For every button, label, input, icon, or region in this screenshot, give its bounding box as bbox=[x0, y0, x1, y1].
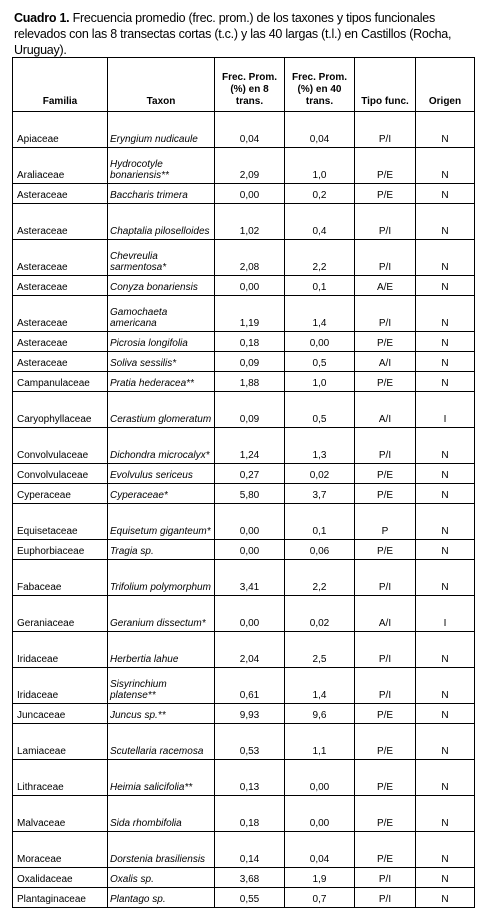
cell-tipo: P/E bbox=[355, 724, 416, 760]
table-row bbox=[13, 464, 475, 484]
cell-familia: Convolvulaceae bbox=[13, 428, 108, 464]
cell-frec40: 1,4 bbox=[285, 668, 355, 704]
cell-taxon: Oxalis sp. bbox=[108, 868, 215, 888]
cell-tipo: P/E bbox=[355, 148, 416, 184]
cell-familia: Caryophyllaceae bbox=[13, 392, 108, 428]
cell-frec8: 3,68 bbox=[215, 868, 285, 888]
cell-taxon: Baccharis trimera bbox=[108, 184, 215, 204]
cell-tipo: P/E bbox=[355, 332, 416, 352]
cell-tipo: P/I bbox=[355, 668, 416, 704]
cell-frec8: 0,00 bbox=[215, 540, 285, 560]
cell-frec40: 1,9 bbox=[285, 868, 355, 888]
cell-frec40: 1,4 bbox=[285, 296, 355, 332]
cell-familia: Iridaceae bbox=[13, 632, 108, 668]
cell-frec40: 3,7 bbox=[285, 484, 355, 504]
cell-frec8: 0,00 bbox=[215, 276, 285, 296]
cell-familia: Fabaceae bbox=[13, 560, 108, 596]
cell-tipo: P/I bbox=[355, 560, 416, 596]
table-row bbox=[13, 276, 475, 296]
table-row bbox=[13, 868, 475, 888]
cell-frec40: 0,1 bbox=[285, 276, 355, 296]
cell-tipo: P/I bbox=[355, 632, 416, 668]
cell-frec8: 0,09 bbox=[215, 392, 285, 428]
table-row bbox=[13, 112, 475, 148]
cell-frec40: 1,3 bbox=[285, 428, 355, 464]
cell-taxon: Herbertia lahue bbox=[108, 632, 215, 668]
table-row bbox=[13, 632, 475, 668]
cell-frec8: 0,27 bbox=[215, 464, 285, 484]
cell-tipo: P/E bbox=[355, 760, 416, 796]
cell-origen: N bbox=[416, 240, 475, 276]
cell-frec8: 0,00 bbox=[215, 596, 285, 632]
cell-frec8: 0,09 bbox=[215, 352, 285, 372]
cell-origen: N bbox=[416, 760, 475, 796]
cell-taxon: Geranium dissectum* bbox=[108, 596, 215, 632]
cell-frec8: 5,80 bbox=[215, 484, 285, 504]
cell-origen: N bbox=[416, 540, 475, 560]
table-row bbox=[13, 888, 475, 908]
cell-tipo: P/E bbox=[355, 832, 416, 868]
cell-origen: N bbox=[416, 372, 475, 392]
cell-taxon: Juncus sp.** bbox=[108, 704, 215, 724]
cell-taxon: Trifolium polymorphum bbox=[108, 560, 215, 596]
cell-taxon: Sida rhombifolia bbox=[108, 796, 215, 832]
cell-frec8: 0,13 bbox=[215, 760, 285, 796]
cell-frec40: 0,00 bbox=[285, 760, 355, 796]
cell-origen: N bbox=[416, 112, 475, 148]
cell-familia: Campanulaceae bbox=[13, 372, 108, 392]
cell-frec8: 1,88 bbox=[215, 372, 285, 392]
caption-label: Cuadro 1. bbox=[14, 11, 70, 25]
cell-origen: N bbox=[416, 428, 475, 464]
cell-origen: N bbox=[416, 868, 475, 888]
cell-tipo: A/E bbox=[355, 276, 416, 296]
table-row bbox=[13, 484, 475, 504]
table-row bbox=[13, 352, 475, 372]
header-familia: Familia bbox=[13, 58, 108, 112]
table-row bbox=[13, 704, 475, 724]
cell-taxon: Dorstenia brasiliensis bbox=[108, 832, 215, 868]
cell-taxon: Chaptalia piloselloides bbox=[108, 204, 215, 240]
cell-frec40: 0,04 bbox=[285, 832, 355, 868]
cell-tipo: P/E bbox=[355, 464, 416, 484]
cell-familia: Araliaceae bbox=[13, 148, 108, 184]
table-row bbox=[13, 560, 475, 596]
cell-taxon: Plantago sp. bbox=[108, 888, 215, 908]
cell-frec40: 0,4 bbox=[285, 204, 355, 240]
table-caption bbox=[14, 10, 482, 58]
cell-origen: N bbox=[416, 464, 475, 484]
cell-origen: N bbox=[416, 148, 475, 184]
cell-origen: N bbox=[416, 332, 475, 352]
table-row bbox=[13, 540, 475, 560]
cell-origen: N bbox=[416, 832, 475, 868]
cell-frec8: 0,18 bbox=[215, 332, 285, 352]
cell-familia: Asteraceae bbox=[13, 240, 108, 276]
cell-frec40: 0,2 bbox=[285, 184, 355, 204]
header-frec8: Frec. Prom. (%) en 8 trans. bbox=[215, 58, 285, 112]
table-row bbox=[13, 332, 475, 352]
table-row bbox=[13, 296, 475, 332]
cell-frec8: 0,18 bbox=[215, 796, 285, 832]
cell-familia: Moraceae bbox=[13, 832, 108, 868]
cell-tipo: A/I bbox=[355, 392, 416, 428]
cell-frec8: 0,00 bbox=[215, 184, 285, 204]
table-row bbox=[13, 392, 475, 428]
cell-familia: Asteraceae bbox=[13, 204, 108, 240]
cell-tipo: A/I bbox=[355, 352, 416, 372]
header-taxon: Taxon bbox=[108, 58, 215, 112]
cell-frec8: 0,55 bbox=[215, 888, 285, 908]
header-origen: Origen bbox=[416, 58, 475, 112]
cell-frec40: 0,04 bbox=[285, 112, 355, 148]
cell-frec40: 2,2 bbox=[285, 560, 355, 596]
cell-tipo: P/I bbox=[355, 868, 416, 888]
cell-frec8: 1,02 bbox=[215, 204, 285, 240]
cell-taxon: Dichondra microcalyx* bbox=[108, 428, 215, 464]
cell-tipo: P/I bbox=[355, 240, 416, 276]
table-row bbox=[13, 596, 475, 632]
cell-taxon: Heimia salicifolia** bbox=[108, 760, 215, 796]
cell-tipo: P/E bbox=[355, 184, 416, 204]
cell-familia: Malvaceae bbox=[13, 796, 108, 832]
table-row bbox=[13, 148, 475, 184]
table-row bbox=[13, 760, 475, 796]
cell-taxon: Conyza bonariensis bbox=[108, 276, 215, 296]
table-row bbox=[13, 204, 475, 240]
cell-frec8: 2,09 bbox=[215, 148, 285, 184]
cell-frec40: 1,0 bbox=[285, 372, 355, 392]
cell-origen: N bbox=[416, 632, 475, 668]
cell-taxon: Eryngium nudicaule bbox=[108, 112, 215, 148]
cell-origen: N bbox=[416, 184, 475, 204]
cell-taxon: Cerastium glomeratum bbox=[108, 392, 215, 428]
cell-tipo: A/I bbox=[355, 596, 416, 632]
cell-origen: N bbox=[416, 668, 475, 704]
table-row bbox=[13, 504, 475, 540]
table-row bbox=[13, 724, 475, 760]
cell-frec40: 1,0 bbox=[285, 148, 355, 184]
cell-taxon: Evolvulus sericeus bbox=[108, 464, 215, 484]
cell-origen: N bbox=[416, 204, 475, 240]
cell-familia: Equisetaceae bbox=[13, 504, 108, 540]
cell-familia: Juncaceae bbox=[13, 704, 108, 724]
cell-origen: N bbox=[416, 560, 475, 596]
cell-familia: Lamiaceae bbox=[13, 724, 108, 760]
cell-tipo: P/E bbox=[355, 704, 416, 724]
caption-text: Frecuencia promedio (frec. prom.) de los taxones y tipos funcionales relevados con las 8 transectas cortas (t.c.) y las 40 largas (t.l.) en Castillos (Rocha, Uruguay). bbox=[14, 11, 452, 57]
cell-frec8: 1,19 bbox=[215, 296, 285, 332]
cell-familia: Asteraceae bbox=[13, 332, 108, 352]
cell-frec40: 2,2 bbox=[285, 240, 355, 276]
cell-frec8: 0,61 bbox=[215, 668, 285, 704]
cell-origen: N bbox=[416, 796, 475, 832]
cell-tipo: P/I bbox=[355, 888, 416, 908]
cell-familia: Iridaceae bbox=[13, 668, 108, 704]
cell-frec8: 2,04 bbox=[215, 632, 285, 668]
cell-frec8: 2,08 bbox=[215, 240, 285, 276]
cell-frec8: 0,53 bbox=[215, 724, 285, 760]
cell-frec40: 0,02 bbox=[285, 596, 355, 632]
cell-familia: Asteraceae bbox=[13, 352, 108, 372]
cell-taxon: Cyperaceae* bbox=[108, 484, 215, 504]
cell-taxon: Soliva sessilis* bbox=[108, 352, 215, 372]
cell-origen: N bbox=[416, 704, 475, 724]
cell-tipo: P/E bbox=[355, 540, 416, 560]
cell-familia: Lithraceae bbox=[13, 760, 108, 796]
cell-frec8: 0,00 bbox=[215, 504, 285, 540]
cell-taxon: Chevreulia sarmentosa* bbox=[108, 240, 215, 276]
cell-origen: N bbox=[416, 352, 475, 372]
header-tipo: Tipo func. bbox=[355, 58, 416, 112]
header-row bbox=[13, 58, 475, 112]
cell-frec40: 9,6 bbox=[285, 704, 355, 724]
table-row bbox=[13, 832, 475, 868]
cell-frec40: 0,02 bbox=[285, 464, 355, 484]
cell-frec40: 0,5 bbox=[285, 392, 355, 428]
cell-frec8: 3,41 bbox=[215, 560, 285, 596]
cell-frec40: 0,06 bbox=[285, 540, 355, 560]
cell-origen: I bbox=[416, 392, 475, 428]
cell-origen: N bbox=[416, 724, 475, 760]
cell-frec8: 0,04 bbox=[215, 112, 285, 148]
cell-familia: Geraniaceae bbox=[13, 596, 108, 632]
cell-familia: Apiaceae bbox=[13, 112, 108, 148]
table-row bbox=[13, 428, 475, 464]
cell-taxon: Pratia hederacea** bbox=[108, 372, 215, 392]
table-row bbox=[13, 184, 475, 204]
cell-tipo: P/I bbox=[355, 296, 416, 332]
cell-tipo: P/I bbox=[355, 112, 416, 148]
cell-taxon: Scutellaria racemosa bbox=[108, 724, 215, 760]
table-row bbox=[13, 240, 475, 276]
cell-tipo: P bbox=[355, 504, 416, 540]
cell-familia: Euphorbiaceae bbox=[13, 540, 108, 560]
cell-frec40: 1,1 bbox=[285, 724, 355, 760]
cell-origen: N bbox=[416, 504, 475, 540]
table-row bbox=[13, 796, 475, 832]
cell-taxon: Hydrocotyle bonariensis** bbox=[108, 148, 215, 184]
table-row bbox=[13, 372, 475, 392]
cell-frec40: 2,5 bbox=[285, 632, 355, 668]
table-body bbox=[13, 112, 475, 908]
cell-tipo: P/I bbox=[355, 204, 416, 240]
cell-familia: Asteraceae bbox=[13, 184, 108, 204]
cell-tipo: P/E bbox=[355, 484, 416, 504]
cell-origen: N bbox=[416, 484, 475, 504]
cell-frec8: 0,14 bbox=[215, 832, 285, 868]
cell-frec40: 0,00 bbox=[285, 332, 355, 352]
cell-taxon: Equisetum giganteum* bbox=[108, 504, 215, 540]
cell-frec40: 0,00 bbox=[285, 796, 355, 832]
cell-origen: I bbox=[416, 596, 475, 632]
cell-origen: N bbox=[416, 276, 475, 296]
table-row bbox=[13, 668, 475, 704]
cell-familia: Convolvulaceae bbox=[13, 464, 108, 484]
cell-origen: N bbox=[416, 888, 475, 908]
cell-taxon: Tragia sp. bbox=[108, 540, 215, 560]
header-frec40: Frec. Prom. (%) en 40 trans. bbox=[285, 58, 355, 112]
cell-familia: Oxalidaceae bbox=[13, 868, 108, 888]
cell-frec8: 9,93 bbox=[215, 704, 285, 724]
cell-tipo: P/E bbox=[355, 796, 416, 832]
cell-familia: Asteraceae bbox=[13, 296, 108, 332]
cell-tipo: P/I bbox=[355, 428, 416, 464]
cell-taxon: Sisyrinchium platense** bbox=[108, 668, 215, 704]
cell-familia: Cyperaceae bbox=[13, 484, 108, 504]
cell-familia: Asteraceae bbox=[13, 276, 108, 296]
cell-frec40: 0,1 bbox=[285, 504, 355, 540]
cell-origen: N bbox=[416, 296, 475, 332]
cell-tipo: P/E bbox=[355, 372, 416, 392]
cell-frec40: 0,7 bbox=[285, 888, 355, 908]
species-table bbox=[12, 57, 475, 908]
cell-familia: Plantaginaceae bbox=[13, 888, 108, 908]
cell-taxon: Picrosia longifolia bbox=[108, 332, 215, 352]
cell-taxon: Gamochaeta americana bbox=[108, 296, 215, 332]
cell-frec40: 0,5 bbox=[285, 352, 355, 372]
cell-frec8: 1,24 bbox=[215, 428, 285, 464]
